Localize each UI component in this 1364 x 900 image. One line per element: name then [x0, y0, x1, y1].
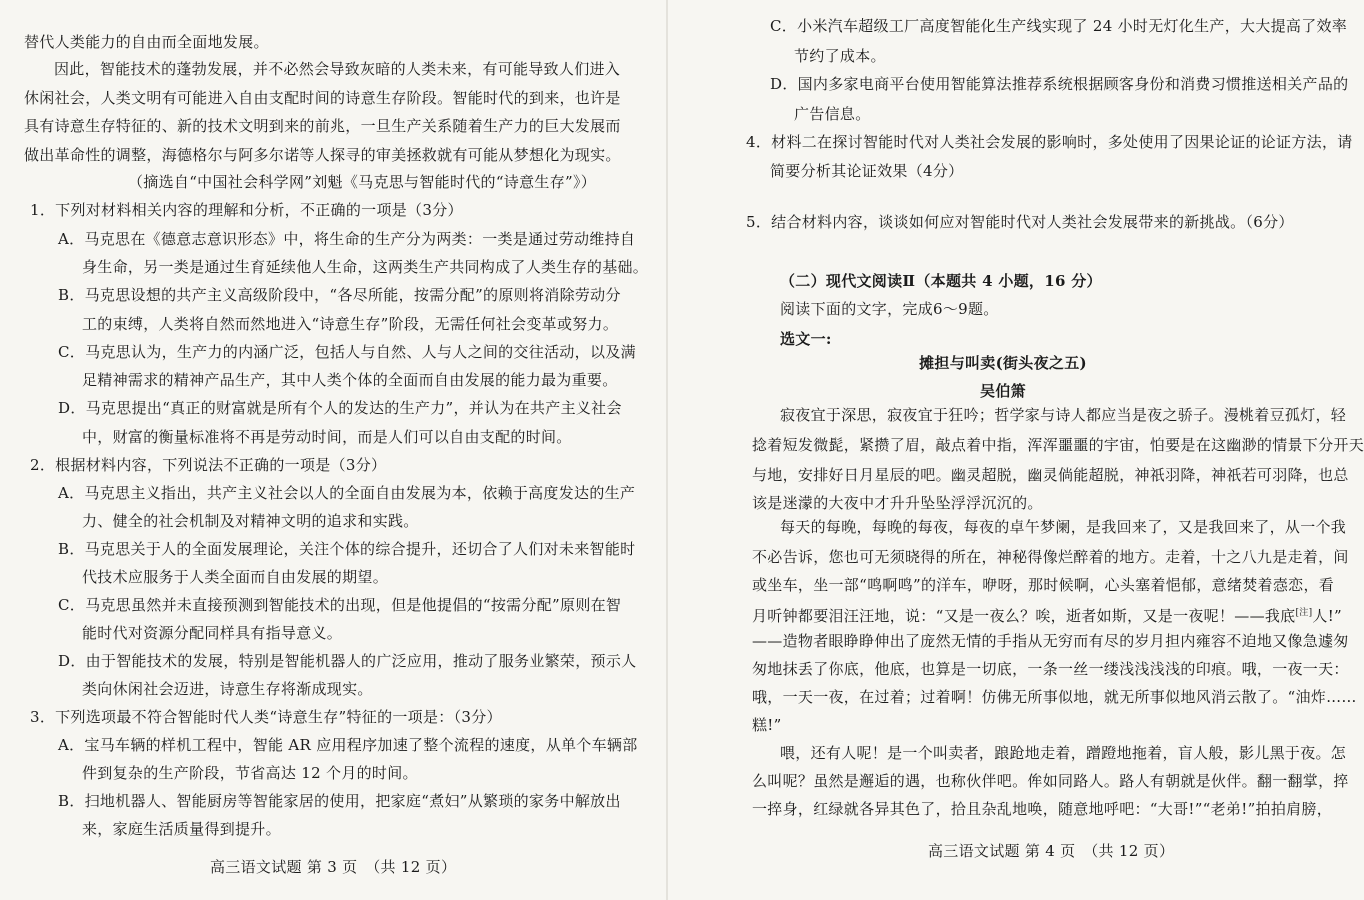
- essay-title: 摊担与叫卖(街头夜之五): [919, 354, 1087, 372]
- q1-option-d: D．马克思提出“真正的财富就是所有个人的发达的生产力”，并认为在共产主义社会: [58, 399, 622, 417]
- q3-option-d: D．国内多家电商平台使用智能算法推荐系统根据顾客身份和消费习惯推送相关产品的: [770, 75, 1349, 93]
- page-footer: 高三语文试题 第 3 页 （共 12 页）: [210, 858, 457, 876]
- essay-line: 每天的每晚，每晚的每夜，每夜的卓午梦阑，是我回来了，又是我回来了，从一个我: [780, 518, 1347, 536]
- essay-line: 匆地抹丢了你底，他底，也算是一切底，一条一丝一缕浅浅浅浅的印痕。哦，一夜一天：: [752, 660, 1349, 678]
- essay-line: ——造物者眼睁睁伸出了庞然无情的手指从无穷而有尽的岁月担内雍容不迫地又像急遽匆: [752, 632, 1349, 650]
- q1-option-a: A．马克思在《德意志意识形态》中，将生命的生产分为两类：一类是通过劳动维持自: [58, 230, 636, 248]
- q3-option-b: B．扫地机器人、智能厨房等智能家居的使用，把家庭“煮妇”从繁琐的家务中解放出: [58, 792, 621, 810]
- question-4-stem: 4．材料二在探讨智能时代对人类社会发展的影响时，多处使用了因果论证的论证方法，请: [746, 133, 1353, 151]
- q3-option-d-cont: 广告信息。: [794, 105, 871, 123]
- page-footer: 高三语文试题 第 4 页 （共 12 页）: [928, 842, 1175, 860]
- essay-line: 与地，安排好日月星辰的吧。幽灵超脱，幽灵倘能超脱，神祇羽降，神祇若可羽降，也总: [752, 466, 1349, 484]
- essay-line: 不必告诉，您也可无须晓得的所在，神秘得像烂醉着的地方。走着，十之八九是走着，间: [752, 548, 1349, 566]
- essay-line: 么叫呢？虽然是邂逅的遇，也称伙伴吧。侔如同路人。路人有朝就是伙伴。翻一翻掌，捽: [752, 772, 1349, 790]
- essay-line: 一捽身，红绿就各异其色了，拾且杂乱地唤，随意地呼吧：“大哥!”“老弟!”拍拍肩膀，: [752, 800, 1333, 818]
- q2-option-a-cont: 力、健全的社会机制及对精神文明的追求和实践。: [82, 512, 419, 530]
- q2-option-b-cont: 代技术应服务于人类全面而自由发展的期望。: [82, 568, 389, 586]
- q3-option-a-cont: 件到复杂的生产阶段，节省高达 12 个月的时间。: [82, 764, 418, 782]
- essay-line: 哦，一天一夜，在过着；过着啊！仿佛无所事似地，就无所事似地风消云散了。“油炸……: [752, 688, 1357, 706]
- essay-line-text: 月听钟都要泪汪汪地，说：“又是一夜么？唉，逝者如斯，又是一夜呢！——我底: [752, 607, 1296, 625]
- q1-option-c-cont: 足精神需求的精神产品生产，其中人类个体的全面而自由发展的能力最为重要。: [82, 371, 618, 389]
- q3-option-c-cont: 节约了成本。: [794, 47, 886, 65]
- paragraph-line: 做出革命性的调整，海德格尔与阿多尔诺等人探寻的审美拯救就有可能从梦想化为现实。: [24, 146, 621, 164]
- question-3-stem: 3．下列选项最不符合智能时代人类“诗意生存”特征的一项是：（3分）: [30, 708, 502, 726]
- paragraph-line: 具有诗意生存特征的、新的技术文明到来的前兆，一旦生产关系随着生产力的巨大发展而: [24, 117, 621, 135]
- source-citation: （摘选自“中国社会科学网”刘魁《马克思与智能时代的“诗意生存”》）: [128, 173, 597, 191]
- q1-option-b: B．马克思设想的共产主义高级阶段中，“各尽所能，按需分配”的原则将消除劳动分: [58, 286, 621, 304]
- q1-option-b-cont: 工的束缚，人类将自然而然地进入“诗意生存”阶段，无需任何社会变革或努力。: [82, 315, 619, 333]
- question-5-stem: 5．结合材料内容，谈谈如何应对智能时代对人类社会发展带来的新挑战。（6分）: [746, 213, 1294, 231]
- essay-line: 捻着短发微髭，紧攒了眉，敲点着中指，浑浑噩噩的宇宙，怕要是在这幽渺的情景下分开天: [752, 436, 1364, 454]
- paragraph-ending: 替代人类能力的自由而全面地发展。: [24, 33, 269, 51]
- q1-option-d-cont: 中，财富的衡量标准将不再是劳动时间，而是人们可以自由支配的时间。: [82, 428, 572, 446]
- q2-option-a: A．马克思主义指出，共产主义社会以人的全面自由发展为本，依赖于高度发达的生产: [58, 484, 636, 502]
- q3-option-a: A．宝马车辆的样机工程中，智能 AR 应用程序加速了整个流程的速度，从单个车辆部: [58, 736, 638, 754]
- question-4-stem-cont: 简要分析其论证效果（4分）: [770, 162, 964, 180]
- question-2-stem: 2．根据材料内容，下列说法不正确的一项是（3分）: [30, 456, 387, 474]
- q2-option-c-cont: 能时代对资源分配同样具有指导意义。: [82, 624, 343, 642]
- paragraph-line: 休闲社会，人类文明有可能进入自由支配时间的诗意生存阶段。智能时代的到来，也许是: [24, 89, 621, 107]
- essay-line: 或坐车，坐一部“鸣啊鸣”的洋车，咿呀，那时候啊，心头塞着悒郁，意绪焚着悫恋，看: [752, 576, 1335, 594]
- essay-line: 喂，还有人呢！是一个叫卖者，踉跄地走着，蹭蹬地拖着，盲人般，影儿黑于夜。怎: [780, 744, 1347, 762]
- exam-page-3: [0, 0, 668, 900]
- q1-option-a-cont: 身生命，另一类是通过生育延续他人生命，这两类生产共同构成了人类生存的基础。: [82, 258, 649, 276]
- exam-page-4: [668, 0, 1364, 900]
- essay-author: 吴伯箫: [980, 382, 1026, 400]
- selection-label: 选文一:: [780, 330, 832, 348]
- q2-option-d: D．由于智能技术的发展，特别是智能机器人的广泛应用，推动了服务业繁荣，预示人: [58, 652, 637, 670]
- essay-line-end: 人!”: [1312, 607, 1343, 625]
- footnote-marker: [注]: [1295, 608, 1313, 618]
- essay-line-with-note: [752, 602, 1342, 627]
- section-heading: （二）现代文阅读Ⅱ（本题共 4 小题，16 分）: [780, 272, 1102, 290]
- essay-line: 寂夜宜于深思，寂夜宜于狂吟；哲学家与诗人都应当是夜之骄子。漫桃着豆孤灯，轻: [780, 406, 1347, 424]
- paragraph-line: 因此，智能技术的蓬勃发展，并不必然会导致灰暗的人类未来，有可能导致人们进入: [54, 60, 621, 78]
- q1-option-c: C．马克思认为，生产力的内涵广泛，包括人与自然、人与人之间的交往活动，以及满: [58, 343, 636, 361]
- reading-instruction: 阅读下面的文字，完成6～9题。: [780, 300, 999, 318]
- essay-line: 该是迷濛的大夜中才升升坠坠浮浮沉沉的。: [752, 494, 1043, 512]
- q3-option-c: C．小米汽车超级工厂高度智能化生产线实现了 24 小时无灯化生产，大大提高了效率: [770, 17, 1348, 35]
- question-1-stem: 1．下列对材料相关内容的理解和分析，不正确的一项是（3分）: [30, 201, 463, 219]
- q3-option-b-cont: 来，家庭生活质量得到提升。: [82, 820, 281, 838]
- q2-option-d-cont: 类向休闲社会迈进，诗意生存将渐成现实。: [82, 680, 373, 698]
- q2-option-c: C．马克思虽然并未直接预测到智能技术的出现，但是他提倡的“按需分配”原则在智: [58, 596, 622, 614]
- q2-option-b: B．马克思关于人的全面发展理论，关注个体的综合提升，还切合了人们对未来智能时: [58, 540, 636, 558]
- essay-line: 糕!”: [752, 716, 782, 734]
